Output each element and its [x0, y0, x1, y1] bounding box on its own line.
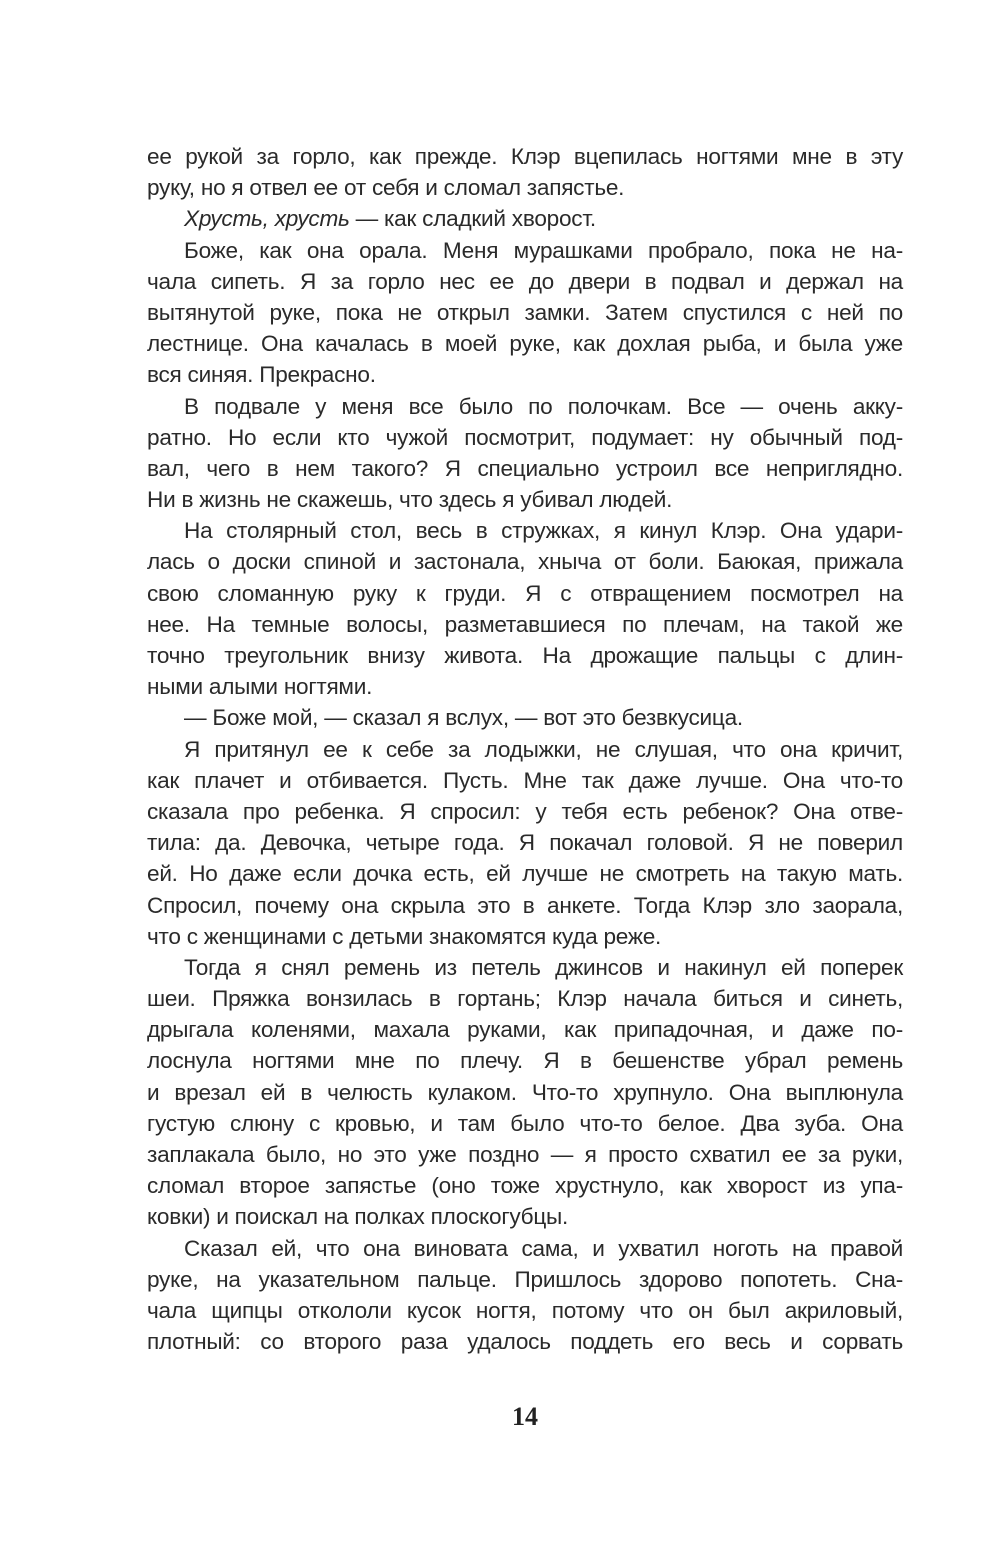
text-line — [147, 266, 903, 297]
text-line — [147, 422, 903, 453]
line-text: лестнице. Она качалась в моей руке, как дохлая рыба, и была уже — [147, 331, 903, 357]
text-line — [147, 640, 903, 671]
line-text: В подвале у меня все было по полочкам. Все — очень акку- — [184, 393, 903, 419]
text-line — [147, 328, 903, 359]
line-text: — Боже мой, — сказал я вслух, — вот это безвкусица. — [184, 705, 743, 731]
line-text: — как сладкий хворост. — [349, 206, 596, 232]
text-line — [147, 952, 903, 983]
text-line — [147, 359, 903, 390]
paragraph — [147, 235, 903, 391]
text-line — [147, 141, 903, 172]
line-text: тила: да. Девочка, четыре года. Я покачал головой. Я не поверил — [147, 830, 903, 856]
line-text: руку, но я отвел ее от себя и сломал запястье. — [147, 175, 625, 201]
text-line — [147, 235, 903, 266]
line-text: заплакала было, но это уже поздно — я просто схватил ее за руки, — [147, 1142, 903, 1167]
paragraph — [147, 391, 903, 516]
text-line — [147, 1077, 903, 1108]
paragraph — [147, 515, 903, 702]
text-line — [147, 391, 903, 422]
text-line — [147, 734, 903, 765]
line-text: шеи. Пряжка вонзилась в гортань; Клэр начала биться и синеть, — [147, 986, 903, 1012]
line-text: вся синяя. Прекрасно. — [147, 362, 376, 388]
line-text: чала щипцы откололи кусок ногтя, потому что он был акриловый, — [147, 1297, 903, 1323]
paragraph — [147, 702, 903, 733]
line-text: точно треугольник внизу живота. На дрожащие пальцы с длин- — [147, 643, 903, 668]
paragraph — [147, 952, 903, 1233]
line-text: Я притянул ее к себе за лодыжки, не слушая, что она кричит, — [184, 736, 903, 762]
text-line — [147, 890, 903, 921]
text-line — [147, 796, 903, 827]
line-text: вытянутой руке, пока не открыл замки. Затем спустился с ней по — [147, 299, 903, 325]
paragraph — [147, 734, 903, 952]
text-line — [147, 453, 903, 484]
text-line — [147, 1295, 903, 1326]
text-line — [147, 1326, 903, 1357]
line-text: сломал второе запястье (оно тоже хрустнуло, как хворост из упа- — [147, 1173, 903, 1199]
text-line — [147, 1108, 903, 1139]
body-text — [147, 141, 903, 1357]
text-line — [147, 203, 903, 234]
text-line — [147, 515, 903, 546]
line-text: ковки) и поискал на полках плоскогубцы. — [147, 1204, 569, 1230]
paragraph — [147, 203, 903, 234]
line-text: вал, чего в нем такого? Я специально устроил все неприглядно. — [147, 455, 903, 481]
text-line — [147, 1139, 903, 1170]
text-line — [147, 1201, 903, 1232]
line-text: густую слюну с кровью, и там было что-то белое. Два зуба. Она — [147, 1110, 903, 1136]
line-text: лоснула ногтями мне по плечу. Я в бешенстве убрал ремень — [147, 1048, 903, 1074]
line-text: Спросил, почему она скрыла это в анкете. Тогда Клэр зло заорала, — [147, 892, 903, 918]
line-text: плотный: со второго раза удалось поддеть его весь и сорвать — [147, 1329, 903, 1355]
page-number: 14 — [512, 1402, 538, 1431]
line-text: руке, на указательном пальце. Пришлось здорово попотеть. Сна- — [147, 1266, 903, 1292]
line-text: что с женщинами с детьми знакомятся куда реже. — [147, 923, 662, 949]
text-line — [147, 702, 903, 733]
line-text: ее рукой за горло, как прежде. Клэр вцепилась ногтями мне в эту — [147, 144, 903, 169]
text-line — [147, 983, 903, 1014]
text-line — [147, 609, 903, 640]
line-text: На столярный стол, весь в стружках, я кинул Клэр. Она удари- — [184, 518, 903, 544]
text-line — [147, 1233, 903, 1264]
text-line — [147, 546, 903, 577]
paragraph — [147, 1233, 903, 1358]
line-text: Боже, как она орала. Меня мурашками пробрало, пока не на- — [184, 237, 903, 263]
text-line — [147, 765, 903, 796]
line-text: свою сломанную руку к груди. Я с отвращением посмотрел на — [147, 580, 903, 606]
line-text: Ни в жизнь не скажешь, что здесь я убивал людей. — [147, 487, 673, 513]
line-text: Тогда я снял ремень из петель джинсов и накинул ей поперек — [184, 954, 903, 980]
text-line — [147, 921, 903, 952]
line-text: дрыгала коленями, махала руками, как припадочная, и даже по- — [147, 1017, 903, 1043]
text-line — [147, 484, 903, 515]
line-text: Сказал ей, что она виновата сама, и ухватил ноготь на правой — [184, 1235, 903, 1261]
text-line — [147, 172, 903, 203]
italic-text: Хрусть, хрусть — [184, 206, 350, 232]
line-text: лась о доски спиной и застонала, хныча от боли. Баюкая, прижала — [147, 549, 903, 575]
text-line — [147, 578, 903, 609]
paragraph — [147, 141, 903, 203]
text-line — [147, 297, 903, 328]
line-text: чала сипеть. Я за горло нес ее до двери в подвал и держал на — [147, 268, 903, 294]
line-text: как плачет и отбивается. Пусть. Мне так даже лучше. Она что-то — [147, 767, 903, 793]
text-line — [147, 1014, 903, 1045]
line-text: ей. Но даже если дочка есть, ей лучше не смотреть на такую мать. — [147, 861, 903, 887]
text-line — [147, 1264, 903, 1295]
line-text: сказала про ребенка. Я спросил: у тебя есть ребенок? Она отве- — [147, 798, 903, 824]
text-line — [147, 1170, 903, 1201]
text-line — [147, 1045, 903, 1076]
text-line — [147, 827, 903, 858]
text-line — [147, 858, 903, 889]
line-text: ными алыми ногтями. — [147, 674, 373, 700]
line-text: ратно. Но если кто чужой посмотрит, подумает: ну обычный под- — [147, 424, 903, 450]
line-text: и врезал ей в челюсть кулаком. Что-то хрупнуло. Она выплюнула — [147, 1079, 903, 1105]
line-text: нее. На темные волосы, разметавшиеся по плечам, на такой же — [147, 611, 903, 637]
text-line — [147, 671, 903, 702]
